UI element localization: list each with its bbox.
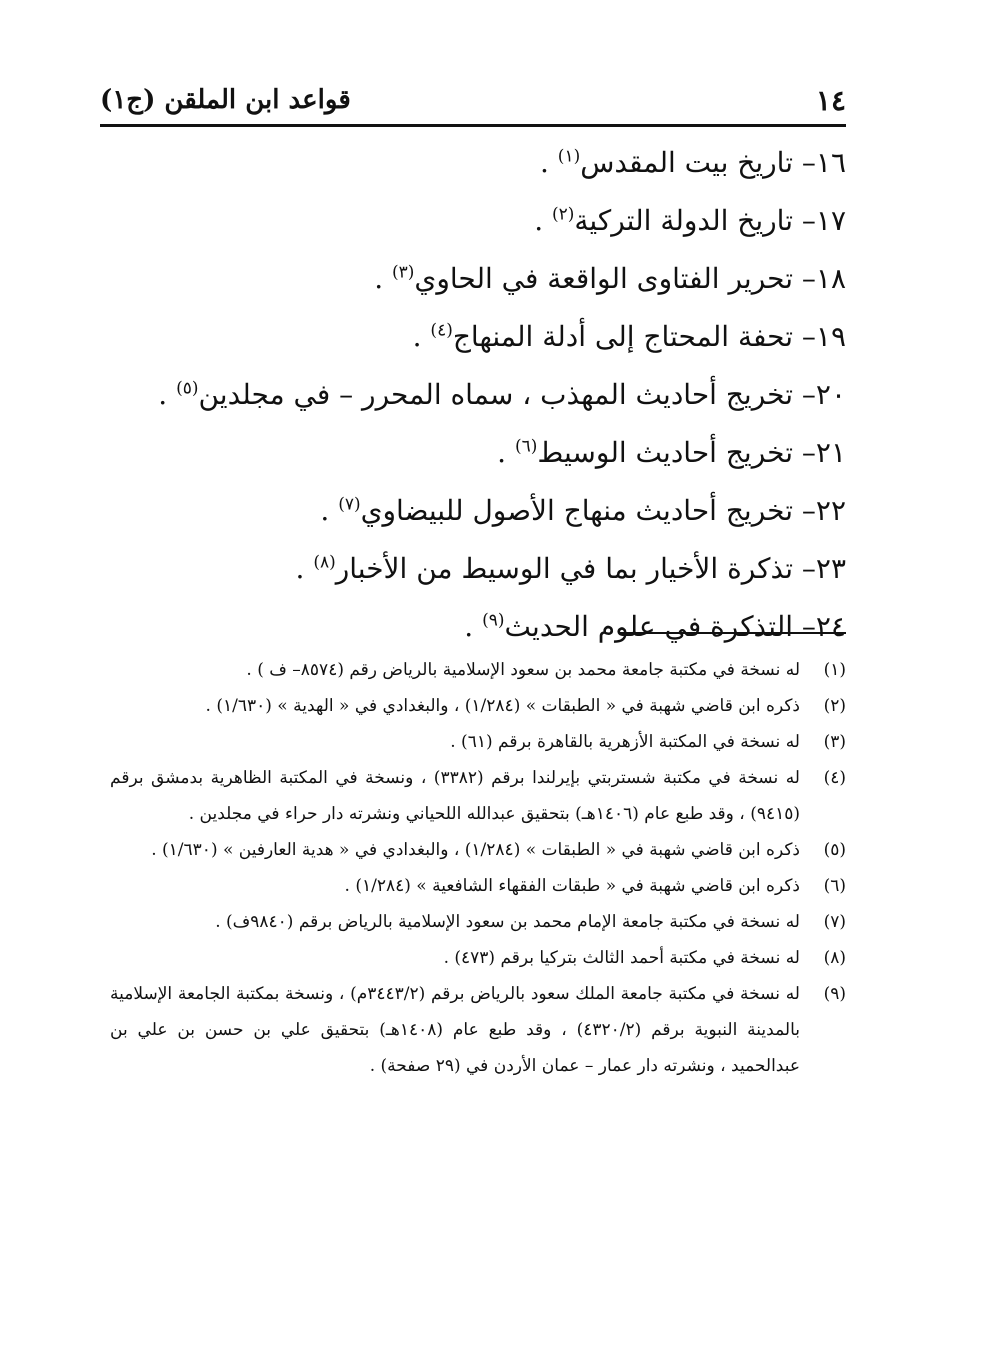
list-item <box>100 192 846 250</box>
item-end: . <box>158 378 177 411</box>
item-number: ١٧– <box>801 204 846 237</box>
page-header <box>100 78 846 122</box>
footnote-ref[interactable]: (٣) <box>392 262 415 283</box>
footnote-text: ذكره ابن قاضي شهبة في « الطبقات » (١/٢٨٤) ، والبغدادي في « الهدية » (١/٦٣٠) . <box>205 696 800 716</box>
footnote-number: (٩) <box>823 984 846 1004</box>
footnote <box>110 940 846 976</box>
list-item <box>100 598 846 656</box>
item-end: . <box>412 320 431 353</box>
footnote <box>110 724 846 760</box>
footnote-ref[interactable]: (٦) <box>514 436 538 457</box>
list-item <box>100 482 846 540</box>
item-title: تحرير الفتاوى الواقعة في الحاوي <box>414 262 794 295</box>
item-end: . <box>295 552 314 585</box>
item-number: ٢٤– <box>801 610 846 643</box>
item-end: . <box>320 494 339 527</box>
footnote <box>110 976 846 1084</box>
footnote-number: (٦) <box>823 876 846 896</box>
item-end: . <box>464 610 483 643</box>
footnote-ref[interactable]: (٧) <box>338 494 361 515</box>
footnote <box>110 652 846 688</box>
footnote-ref[interactable]: (٩) <box>482 610 505 631</box>
list-item <box>100 366 846 424</box>
item-number: ٢١– <box>801 436 846 469</box>
footnote <box>110 832 846 868</box>
list-item <box>100 540 846 598</box>
footnote-text: ذكره ابن قاضي شهبة في « الطبقات » (١/٢٨٤) ، والبغدادي في « هدية العارفين » (١/٦٣٠) . <box>151 840 800 860</box>
running-title: قواعد ابن الملقن (ج١) <box>100 85 351 115</box>
list-item <box>100 424 846 482</box>
footnote-number: (٧) <box>823 912 846 932</box>
footnote <box>110 688 846 724</box>
footnote-text: له نسخة في مكتبة أحمد الثالث بتركيا برقم (٤٧٣) . <box>443 948 800 968</box>
footnote-number: (٢) <box>823 696 846 716</box>
header-rule <box>100 124 846 127</box>
list-item <box>100 134 846 192</box>
footnote-ref[interactable]: (٨) <box>313 552 336 573</box>
item-number: ٢٢– <box>801 494 846 527</box>
works-list <box>100 134 846 656</box>
footnote-ref[interactable]: (٥) <box>176 378 199 399</box>
footnote <box>110 760 846 832</box>
item-number: ١٨– <box>801 262 846 295</box>
footnote-text: له نسخة في مكتبة جامعة الإمام محمد بن سعود الإسلامية بالرياض برقم (٩٨٤٠ف) . <box>215 912 800 932</box>
footnote-separator <box>620 632 846 634</box>
footnote-text: له نسخة في مكتبة جامعة الملك سعود بالرياض برقم (٣٤٤٣/٢م) ، ونسخة بمكتبة الجامعة الإسلامية بالمدينة النبوية برقم (٤٣٢٠/٢) ، وقد طبع عام (١٤٠٨هـ) بتحقيق علي بن حسن بن علي بن عبدالحميد ، ونشرته دار عمار – عمان الأردن في (٢٩ صفحة) . <box>110 984 800 1076</box>
footnote-number: (٣) <box>823 732 846 752</box>
item-title: تذكرة الأخيار بما في الوسيط من الأخبار <box>335 552 794 585</box>
item-title: تاريخ بيت المقدس <box>580 146 794 179</box>
item-title: تحفة المحتاج إلى أدلة المنهاج <box>452 320 794 353</box>
item-title: تخريج أحاديث منهاج الأصول للبيضاوي <box>360 494 794 527</box>
footnote-ref[interactable]: (٤) <box>430 320 453 341</box>
list-item <box>100 308 846 366</box>
footnote-text: له نسخة في مكتبة جامعة محمد بن سعود الإسلامية بالرياض رقم (٨٥٧٤– ف ) . <box>246 660 800 680</box>
item-end: . <box>374 262 392 295</box>
item-number: ٢٠– <box>801 378 846 411</box>
item-title: التذكرة في علوم الحديث <box>504 610 794 643</box>
item-title: تاريخ الدولة التركية <box>574 204 794 237</box>
item-end: . <box>497 436 515 469</box>
footnote-number: (٨) <box>823 948 846 968</box>
list-item <box>100 250 846 308</box>
footnote-text: له نسخة في مكتبة شستربتي بإيرلندا برقم (٣٣٨٢) ، ونسخة في المكتبة الظاهرية بدمشق برقم (٩٤١٥) ، وقد طبع عام (١٤٠٦هـ) بتحقيق عبدالله اللحياني ونشرته دار حراء في مجلدين . <box>110 768 800 824</box>
item-title: تخريج أحاديث المهذب ، سماه المحرر – في مجلدين <box>198 378 794 411</box>
item-title: تخريج أحاديث الوسيط <box>537 436 794 469</box>
item-end: . <box>534 204 552 237</box>
footnotes <box>110 652 846 1084</box>
footnote-number: (١) <box>823 660 846 680</box>
footnote-number: (٥) <box>823 840 846 860</box>
footnote <box>110 868 846 904</box>
item-number: ١٦– <box>801 146 846 179</box>
item-number: ٢٣– <box>801 552 846 585</box>
page-number: ١٤ <box>815 83 846 117</box>
item-end: . <box>539 146 558 179</box>
footnote <box>110 904 846 940</box>
footnote-ref[interactable]: (١) <box>557 146 581 167</box>
footnote-text: ذكره ابن قاضي شهبة في « طبقات الفقهاء الشافعية » (١/٢٨٤) . <box>344 876 800 896</box>
footnote-text: له نسخة في المكتبة الأزهرية بالقاهرة برقم (٦١) . <box>450 732 800 752</box>
footnote-ref[interactable]: (٢) <box>552 204 575 225</box>
item-number: ١٩– <box>801 320 846 353</box>
footnote-number: (٤) <box>823 768 846 788</box>
